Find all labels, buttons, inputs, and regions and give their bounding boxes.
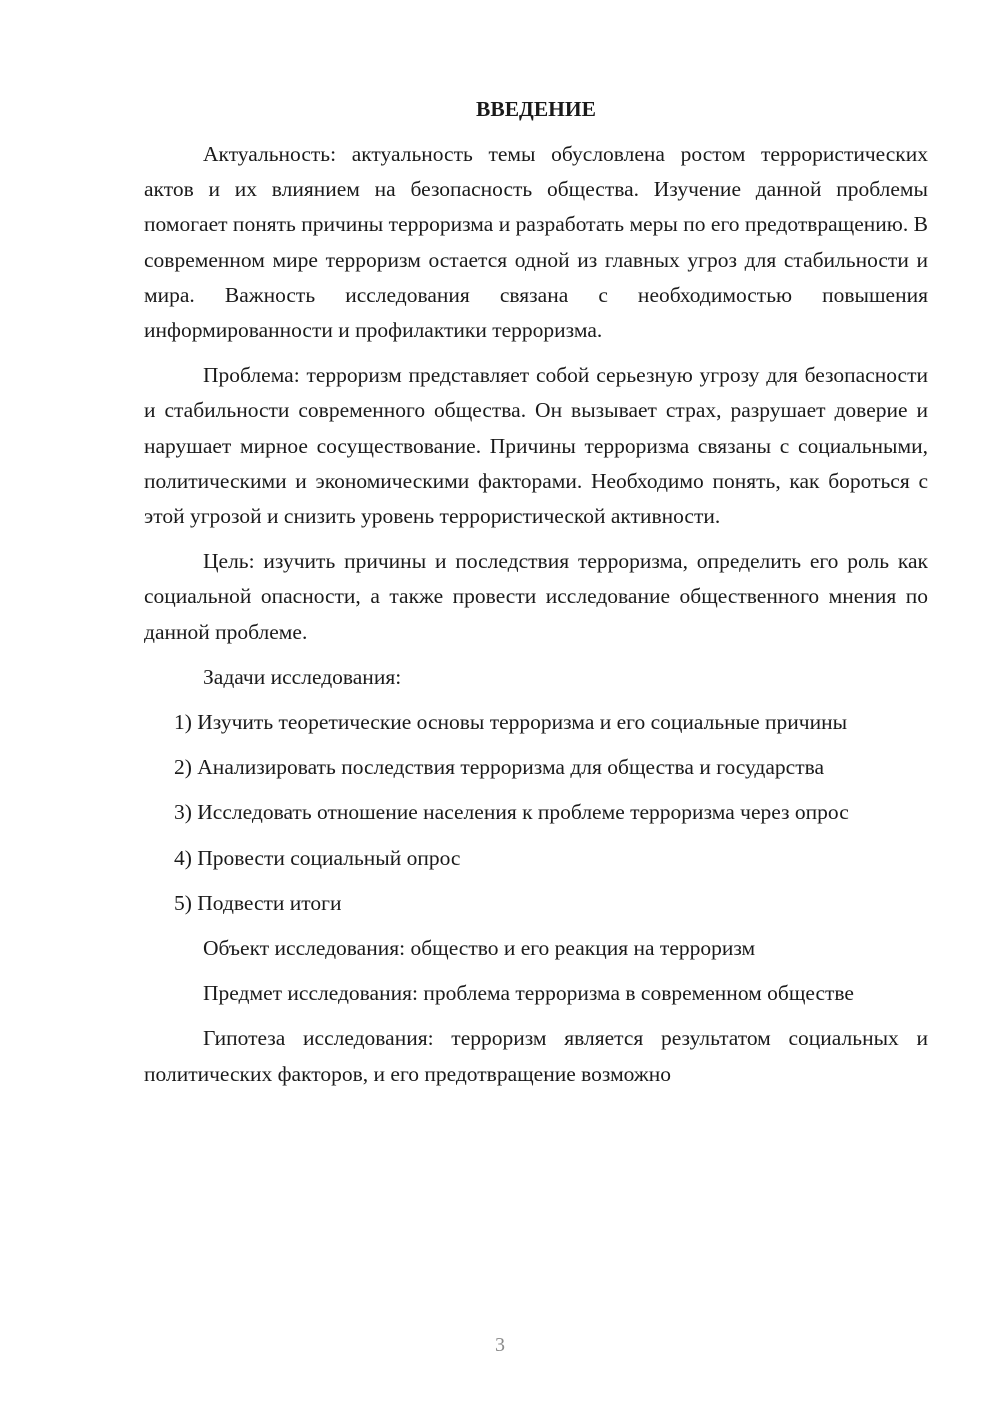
- paragraph-goal: Цель: изучить причины и последствия терроризма, определить его роль как социальной опасности, а также провести исследование общественного мнения по данной проблеме.: [144, 549, 928, 644]
- paragraph-problem: Проблема: терроризм представляет собой серьезную угрозу для безопасности и стабильности современного общества. Он вызывает страх, разрушает доверие и нарушает мирное сосуществование. Причины терроризма связаны с социальными, политическими и экономическими факторами. Необходимо понять, как бороться с этой угрозой и снизить уровень террористической активности.: [144, 363, 928, 529]
- paragraph-tasks-heading: Задачи исследования:: [203, 664, 402, 689]
- document-body: [144, 92, 928, 1102]
- paragraph-object: Объект исследования: общество и его реакция на терроризм: [203, 936, 756, 961]
- task-item: 5) Подвести итоги: [174, 890, 342, 915]
- task-item: 3) Исследовать отношение населения к проблеме терроризма через опрос: [174, 800, 849, 825]
- paragraph-hypothesis: Гипотеза исследования: терроризм является результатом социальных и политических факторов, и его предотвращение возможно: [144, 1026, 928, 1086]
- task-item: 1) Изучить теоретические основы терроризма и его социальные причины: [174, 710, 848, 735]
- paragraph-subject: Предмет исследования: проблема терроризма в современном обществе: [203, 981, 854, 1006]
- paragraph-relevance: Актуальность: актуальность темы обусловлена ростом террористических актов и их влиянием на безопасность общества. Изучение данной проблемы помогает понять причины терроризма и разработать меры по его предотвращению. В современном мире терроризм остается одной из главных угроз для стабильности и мира. Важность исследования связана с необходимостью повышения информированности и профилактики терроризма.: [144, 142, 928, 343]
- task-item: 2) Анализировать последствия терроризма для общества и государства: [174, 755, 825, 780]
- page-number: 3: [495, 1334, 505, 1356]
- section-title: ВВЕДЕНИЕ: [476, 97, 596, 121]
- task-item: 4) Провести социальный опрос: [174, 845, 461, 870]
